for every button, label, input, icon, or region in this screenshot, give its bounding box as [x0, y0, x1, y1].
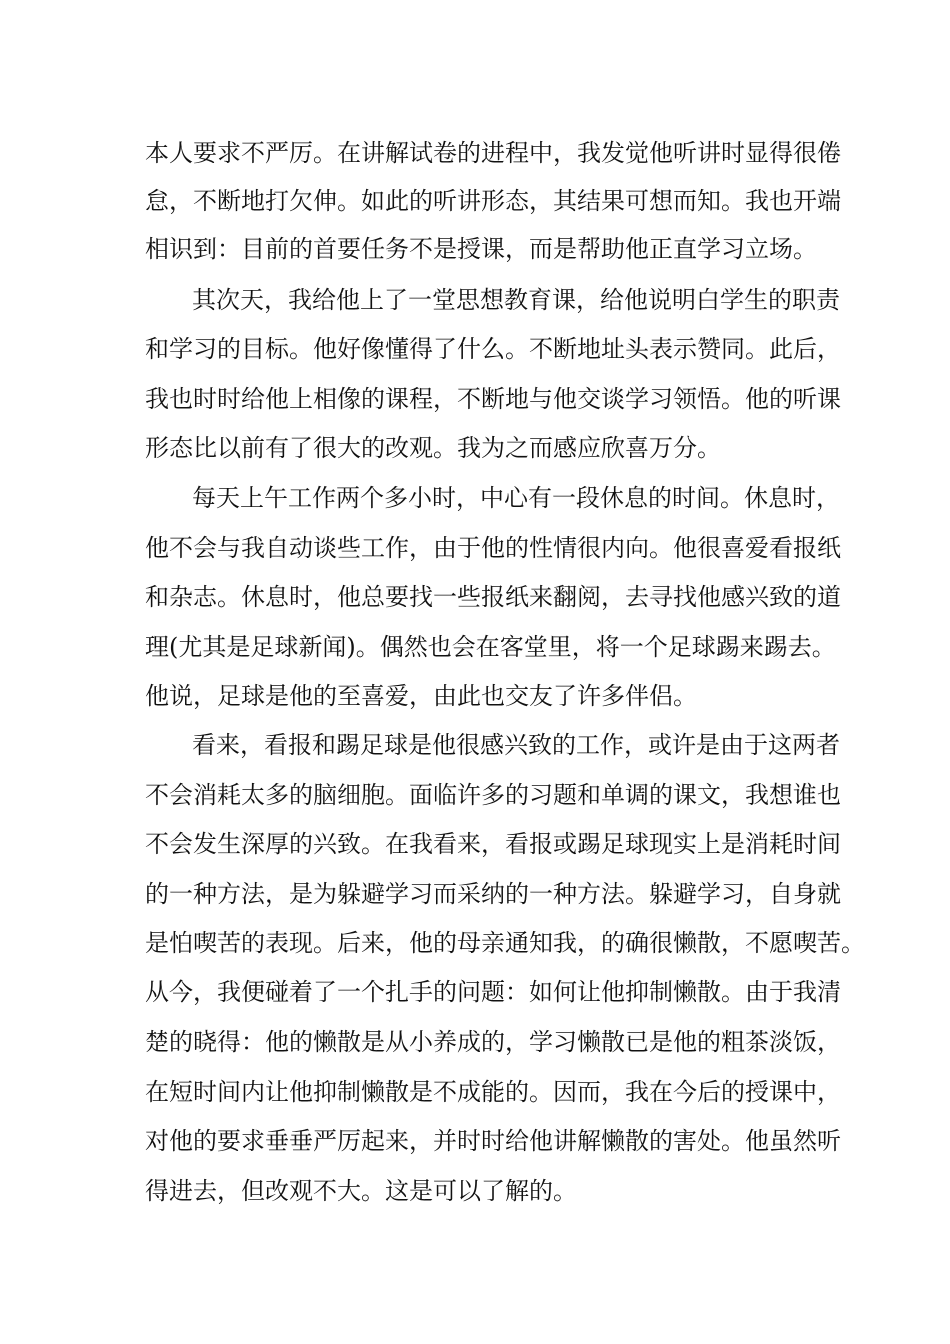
text-line: 他不会与我自动谈些工作，由于他的性情很内向。他很喜爱看报纸: [145, 534, 841, 562]
text-line: 在短时间内让他抑制懒散是不成能的。因而，我在今后的授课中，: [145, 1078, 841, 1106]
text-line: 不会发生深厚的兴致。在我看来，看报或踢足球现实上是消耗时间: [145, 830, 841, 858]
text-line: 不会消耗太多的脑细胞。面临许多的习题和单调的课文，我想谁也: [145, 781, 841, 809]
text-line: 楚的晓得：他的懒散是从小养成的，学习懒散已是他的粗茶淡饭，: [145, 1028, 841, 1056]
text-line: 相识到：目前的首要任务不是授课，而是帮助他正直学习立场。: [145, 235, 817, 263]
text-line: 其次天，我给他上了一堂思想教育课，给他说明白学生的职责: [192, 286, 840, 314]
text-line: 每天上午工作两个多小时，中心有一段休息的时间。休息时，: [192, 484, 840, 512]
text-line: 理(尤其是足球新闻)。偶然也会在客堂里，将一个足球踢来踢去。: [145, 633, 836, 661]
text-line: 的一种方法，是为躲避学习而采纳的一种方法。躲避学习，自身就: [145, 880, 841, 908]
text-line: 和学习的目标。他好像懂得了什么。不断地址头表示赞同。此后，: [145, 335, 841, 363]
text-line: 本人要求不严厉。在讲解试卷的进程中，我发觉他听讲时显得很倦: [145, 139, 841, 167]
text-line: 和杂志。休息时，他总要找一些报纸来翻阅，去寻找他感兴致的道: [145, 583, 841, 611]
text-line: 他说，足球是他的至喜爱，由此也交友了许多伴侣。: [145, 682, 697, 710]
text-line: 我也时时给他上相像的课程，不断地与他交谈学习领悟。他的听课: [145, 385, 841, 413]
text-line: 得进去，但改观不大。这是可以了解的。: [145, 1177, 577, 1205]
text-line: 形态比以前有了很大的改观。我为之而感应欣喜万分。: [145, 434, 721, 462]
text-line: 从今，我便碰着了一个扎手的问题：如何让他抑制懒散。由于我清: [145, 978, 841, 1006]
text-line: 看来，看报和踢足球是他很感兴致的工作，或许是由于这两者: [192, 731, 840, 759]
text-line: 对他的要求垂垂严厉起来，并时时给他讲解懒散的害处。他虽然听: [145, 1127, 841, 1155]
text-line: 怠，不断地打欠伸。如此的听讲形态，其结果可想而知。我也开端: [145, 187, 841, 215]
text-line: 是怕喫苦的表现。后来，他的母亲通知我，的确很懒散，不愿喫苦。: [145, 929, 865, 957]
